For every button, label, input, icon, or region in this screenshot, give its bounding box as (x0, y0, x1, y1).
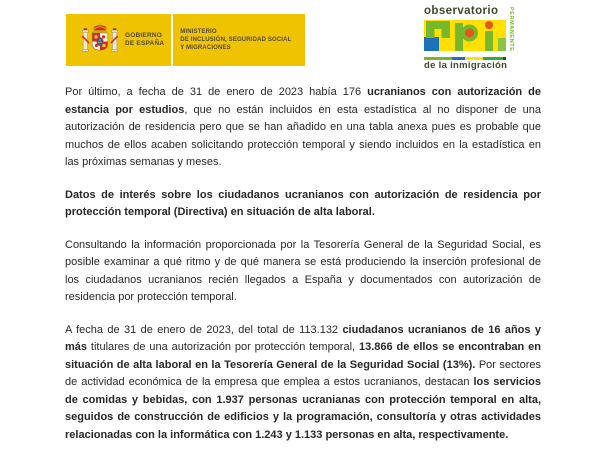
gobierno-label (125, 32, 164, 49)
paragraph-text: , que no están incluidos en esta estadística al no disponer de una autorización de residencia pero que se han añadido en una tabla anexa pues es probable que muchos de ellos acaben solicitando protección temporal y siendo incluidos en la estadística en las próximas semanas y meses. (65, 103, 541, 168)
opi-logo-title: observatorio (424, 5, 499, 17)
ministerio-label-line2: DE INCLUSIÓN, SEGURIDAD SOCIAL (180, 36, 292, 43)
paragraph-bold-text: 13.866 de ellos se encontraban en situación de alta laboral en la Tesorería General de la Seguridad Social (13%). (65, 341, 541, 371)
paragraph-bold-text: ucranianos con autorización de estancia por estudios (65, 86, 541, 116)
paragraph-text: Por sectores de actividad económica de la empresa que emplea a estos ucranianos, destacan (65, 358, 541, 388)
paragraph-bold-text: Datos de interés sobre los ciudadanos ucranianos con autorización de residencia por protección temporal (Directiva) en situación de alta laboral. (65, 188, 541, 218)
paragraph-text: Por último, a fecha de 31 de enero de 2023 había 176 (65, 86, 368, 98)
opi-logo (424, 6, 520, 70)
paragraph-text: A fecha de 31 de enero de 2023, del total de 113.132 (65, 323, 343, 336)
banner-divider (171, 14, 173, 66)
document-body (65, 84, 541, 450)
spain-coat-of-arms-icon (82, 20, 118, 60)
ministerio-label-line3: Y MIGRACIONES (180, 45, 231, 52)
paragraph-bold-text: ciudadanos ucranianos de 16 años y más (65, 323, 541, 353)
paragraph (65, 322, 541, 445)
paragraph (65, 84, 541, 172)
gobierno-label-line2: DE ESPAÑA (125, 40, 165, 47)
gobierno-label-line1: GOBIERNO (125, 31, 162, 39)
gobierno-banner (66, 14, 305, 66)
paragraph-bold-text: los servicios de comidas y bebidas, con 1.937 personas ucranianas con protección temporal en alta, seguidos de construcción de edificios y la programación, consultoría y otras actividades relacionadas con la informática con 1.243 y 1.133 personas en alta, respectivamente. (65, 376, 542, 441)
ministerio-label (180, 28, 291, 52)
paragraph (65, 237, 541, 307)
paragraph-text: Consultando la información proporcionada por la Tesorería General de la Seguridad Social, es posible examinar a qué ritmo y de qué manera se está produciendo la inserción profesional de los ciudadanos ucranianos recién llegados a España y documentados con autorización de residencia por protección temporal. (65, 238, 541, 303)
opi-logo-side-text: PERMANENTE (508, 6, 514, 52)
opi-logo-mosaic-icon (424, 20, 506, 56)
ministerio-label-line1: MINISTERIO (180, 28, 217, 35)
paragraph-text: titulares de una autorización por protección temporal, (87, 341, 359, 353)
opi-logo-caption: de la inmigración (424, 59, 508, 71)
paragraph (65, 187, 541, 222)
